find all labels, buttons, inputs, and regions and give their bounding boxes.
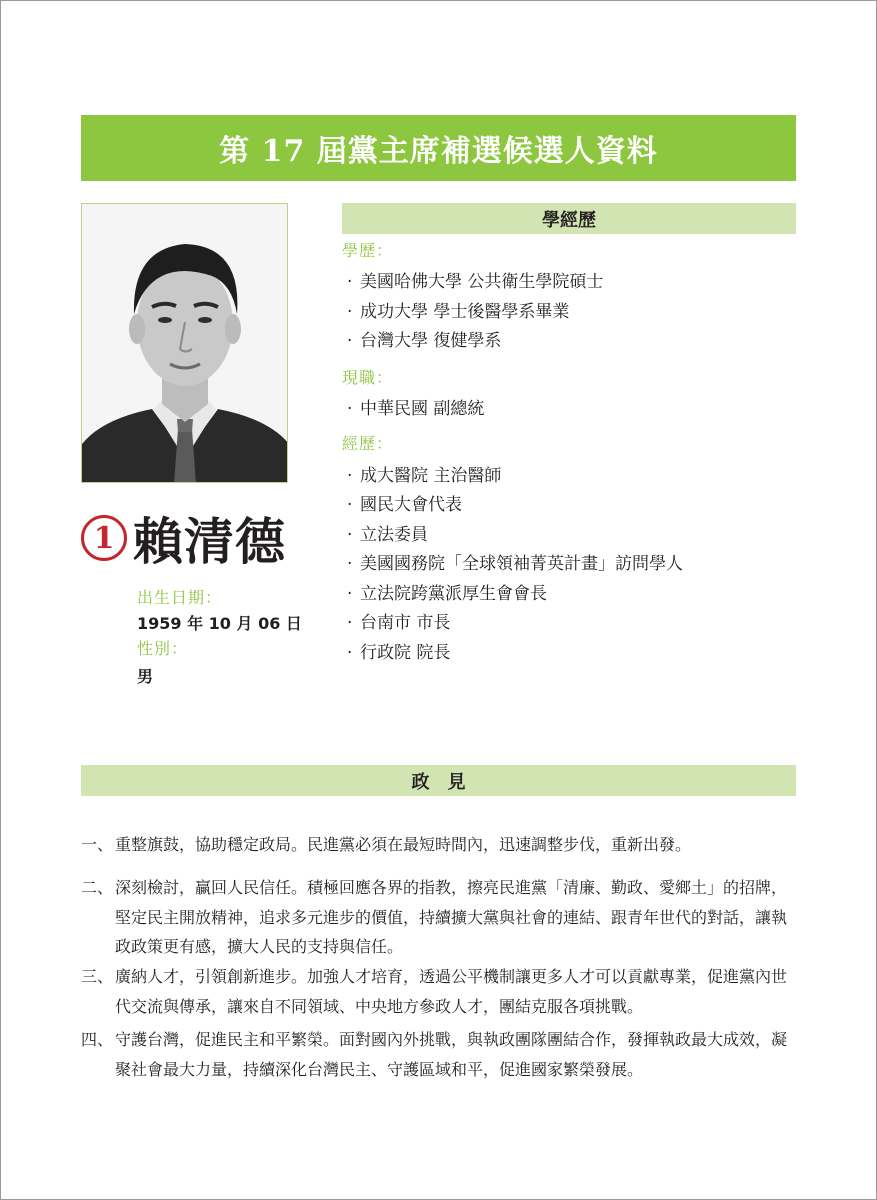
education-item: · 成功大學 學士後醫學系畢業: [347, 302, 570, 322]
policy-item-number: 二、: [81, 878, 114, 897]
current-position-label: 現職：: [342, 368, 394, 387]
candidate-number: 1: [93, 520, 115, 556]
policy-item-number: 三、: [81, 967, 114, 986]
education-label: 學歷：: [342, 241, 394, 260]
experience-item: · 立法院跨黨派厚生會會長: [347, 584, 547, 604]
policy-header: [81, 765, 796, 796]
experience-item: · 立法委員: [347, 525, 428, 545]
education-item: · 台灣大學 復健學系: [347, 331, 502, 351]
policy-item: [81, 1025, 801, 1084]
birth-label: 出生日期：: [137, 588, 223, 607]
title-banner: [81, 115, 796, 181]
policy-item-text: 廣納人才，引領創新進步。加強人才培育，透過公平機制讓更多人才可以貢獻專業，促進黨內世代交流與傳承，讓來自不同領域、中央地方參政人才，團結克服各項挑戰。: [115, 967, 788, 1016]
background-header: [342, 203, 796, 234]
policy-item: [81, 962, 801, 1021]
candidate-name-row: [81, 503, 286, 573]
current-position-item: · 中華民國 副總統: [347, 399, 485, 419]
policy-item: [81, 830, 801, 860]
candidate-photo: [81, 203, 288, 483]
experience-item: · 行政院 院長: [347, 643, 451, 663]
background-header-text: 學經歷: [542, 209, 596, 231]
experience-item: · 美國國務院「全球領袖菁英計畫」訪問學人: [347, 554, 683, 574]
gender-value: 男: [137, 667, 154, 686]
portrait-image: [82, 204, 288, 483]
experience-item: · 國民大會代表: [347, 495, 462, 515]
gender-label: 性別：: [137, 639, 189, 658]
candidate-name: 賴清德: [133, 512, 286, 571]
policy-item-number: 一、: [81, 835, 114, 854]
policy-header-text: 政 見: [411, 771, 466, 793]
experience-item: · 台南市 市長: [347, 613, 451, 633]
candidate-number-badge: [81, 515, 127, 561]
policy-item-text: 深刻檢討，贏回人民信任。積極回應各界的指教，擦亮民進黨「清廉、勤政、愛鄉土」的招牌，堅定民主開放精神，追求多元進步的價值，持續擴大黨與社會的連結、跟青年世代的對話，讓執政政策更有感，擴大人民的支持與信任。: [115, 878, 788, 956]
policy-item-text: 守護台灣，促進民主和平繁榮。面對國內外挑戰，與執政團隊團結合作，發揮執政最大成效，凝聚社會最大力量，持續深化台灣民主、守護區域和平，促進國家繁榮發展。: [115, 1030, 788, 1079]
policy-item-number: 四、: [81, 1030, 114, 1049]
birth-value: 1959 年 10 月 06 日: [137, 614, 302, 633]
policy-item: [81, 873, 801, 962]
experience-item: · 成大醫院 主治醫師: [347, 466, 502, 486]
education-item: · 美國哈佛大學 公共衛生學院碩士: [347, 272, 604, 292]
experience-label: 經歷：: [342, 434, 394, 453]
page-title: 第 17 屆黨主席補選候選人資料: [219, 134, 658, 169]
policy-item-text: 重整旗鼓，協助穩定政局。民進黨必須在最短時間內，迅速調整步伐，重新出發。: [115, 835, 692, 854]
